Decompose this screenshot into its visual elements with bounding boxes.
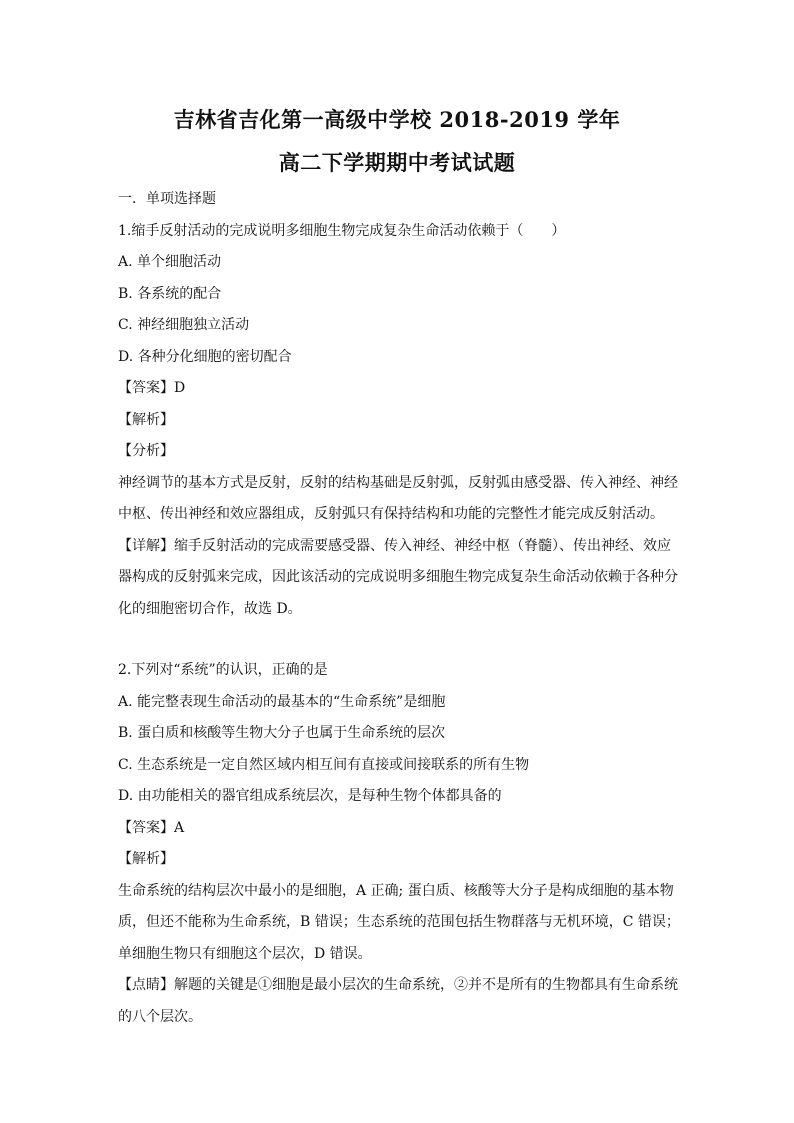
section-heading: 一．单项选择题 [118,191,216,207]
question-1-fenxi-label: 【分析】 [118,443,174,459]
question-1-fenxi-line: 神经调节的基本方式是反射，反射的结构基础是反射弧，反射弧由感受器、传入神经、神经 [118,474,678,491]
question-2-option-c: C. 生态系统是一定自然区域内相互间有直接或间接联系的所有生物 [118,756,530,773]
question-1-option-d: D. 各种分化细胞的密切配合 [118,348,292,365]
question-1-answer: 【答案】D [118,380,186,396]
question-1-detail-line: 【详解】缩手反射活动的完成需要感受器、传入神经、神经中枢（脊髓）、传出神经、效应 [118,537,671,554]
question-1-option-b: B. 各系统的配合 [118,285,222,302]
question-2-analysis-line: 生命系统的结构层次中最小的是细胞，A 正确; 蛋白质、核酸等大分子是构成细胞的基本物 [118,882,674,899]
question-1 [118,216,690,626]
question-2-analysis-label: 【解析】 [118,851,174,867]
question-2 [118,655,690,1033]
question-2-answer: 【答案】A [118,819,185,836]
question-2-option-a: A. 能完整表现生命活动的最基本的“生命系统”是细胞 [118,693,446,710]
question-1-analysis-label: 【解析】 [118,411,174,428]
question-2-analysis-line: 单细胞生物只有细胞这个层次，D 错误。 [118,945,372,962]
question-1-option-a: A. 单个细胞活动 [118,254,222,270]
question-1-fenxi-line: 中枢、传出神经和效应器组成，反射弧只有保持结构和功能的完整性才能完成反射活动。 [118,506,664,522]
exam-content [118,184,690,1033]
question-2-stem: 2.下列对“系统”的认识，正确的是 [118,662,328,678]
question-2-analysis-line: 质，但还不能称为生命系统，B 错误；生态系统的范围包括生物群落与无机环境，C 错误； [118,914,680,930]
question-1-option-c: C. 神经细胞独立活动 [118,317,250,333]
question-2-dianjing-line: 的八个层次。 [118,1008,202,1025]
question-1-detail-line: 器构成的反射弧来完成，因此该活动的完成说明多细胞生物完成复杂生命活动依赖于各种分 [118,569,678,585]
question-spacer [118,625,690,655]
exam-title-line1: 吉林省吉化第一高级中学校 2018-2019 学年 [173,107,621,132]
question-2-dianjing-line: 【点睛】解题的关键是①细胞是最小层次的生命系统，②并不是所有的生物都具有生命系统 [118,977,678,993]
question-2-option-b: B. 蛋白质和核酸等生物大分子也属于生命系统的层次 [118,725,446,741]
question-1-stem: 1.缩手反射活动的完成说明多细胞生物完成复杂生命活动依赖于（ ） [118,222,566,239]
question-1-detail-line: 化的细胞密切合作，故选 D。 [118,600,302,617]
exam-title-line2: 高二下学期期中考试试题 [278,150,516,175]
question-2-option-d: D. 由功能相关的器官组成系统层次，是每种生物个体都具备的 [118,788,502,804]
